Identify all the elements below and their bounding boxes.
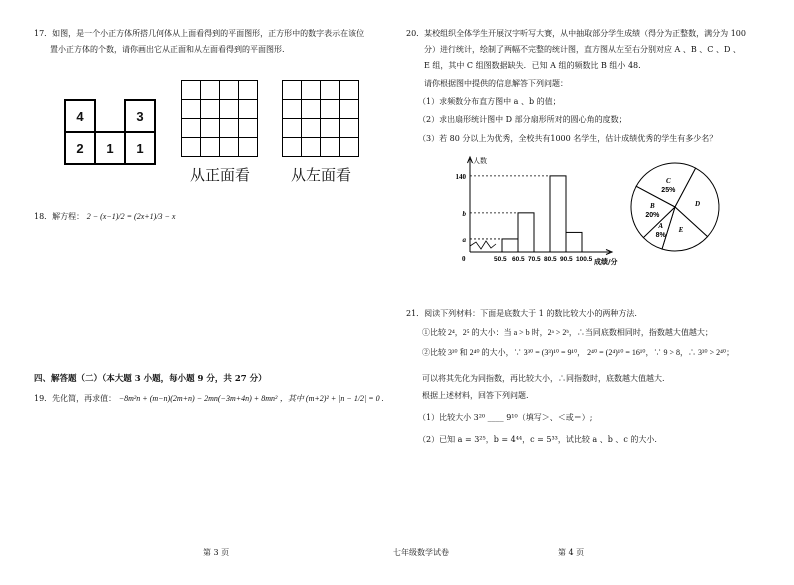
pie-slice-label: A [658,222,664,231]
grid-cell[interactable] [239,119,258,138]
q21-note: 可以将其先化为同指数，再比较大小，∴同指数时，底数越大值越大. [422,374,665,383]
grid-cell[interactable] [201,100,220,119]
grid-cell[interactable] [340,100,359,119]
grid-cell[interactable] [220,100,239,119]
grid-cell[interactable] [340,138,359,157]
histogram-chart [444,155,634,273]
q21-item-2: （2）已知 a = 3²⁵，b = 4⁴⁴，c = 5³³，试比较 a 、b 、c 的大小. [418,435,657,444]
q19-label: 19．先化简，再求值： [34,394,117,403]
q21-method1: ①比较 2⁴，2⁵ 的大小：当 a > b 时，2ᵃ > 2ᵇ，∴当同底数相同时，指数越大值越大； [422,328,713,337]
grid-cell[interactable] [220,138,239,157]
q20-item-1: （1）求频数分布直方图中 a 、b 的值； [418,97,561,106]
q17-text-line2: 置小正方体的个数，请你画出它从正面和从左面看得到的平面图形. [50,45,285,54]
top-view-figure [64,99,156,165]
x-tick-label: 90.5 [560,256,573,263]
x-axis-label: 成绩/分 [594,258,618,266]
grid-cell[interactable] [340,119,359,138]
y-tick-label: b [462,209,466,218]
y-axis-label: 人数 [473,157,487,165]
grid-cell[interactable] [321,100,340,119]
grid-cell[interactable] [201,81,220,100]
pie-percent-label: 25% [661,187,676,195]
front-view-grid[interactable] [181,80,258,157]
view-cell: 2 [65,132,95,164]
view-cell: 1 [125,132,155,164]
grid-cell[interactable] [182,81,201,100]
grid-cell[interactable] [182,138,201,157]
pie-slice-label: D [695,200,701,209]
grid-cell[interactable] [182,100,201,119]
pie-slice-label: B [650,202,655,211]
histogram-bar [518,213,534,252]
pie-percent-label: 20% [645,212,660,220]
grid-cell[interactable] [302,100,321,119]
pie-slice-label: C [665,177,671,186]
pie-percent-label: 8% [655,232,666,240]
grid-cell[interactable] [283,138,302,157]
histogram-bar [502,239,518,252]
pie-slice-label: E [678,226,684,235]
grid-cell[interactable] [220,119,239,138]
view-cell: 3 [125,100,155,132]
page-number-right: 第 4 页 [558,548,585,557]
axis-break-zigzag [470,241,496,249]
footer-exam-title: 七年级数学试卷 [393,548,449,557]
q20-item-2: （2）求出扇形统计图中 D 部分扇形所对的圆心角的度数； [418,115,627,124]
pie-chart [628,160,722,254]
grid-cell[interactable] [201,138,220,157]
view-cell-empty [95,100,125,132]
q21-method2: ②比较 3³⁰ 和 2⁴⁰ 的大小，∵ 3³⁰ = (3³)¹⁰ = 9¹⁰， 2⁴⁰ = (2⁴)¹⁰ = 16¹⁰，∵ 9 > 8，∴ 3³⁰ > 2⁴⁰； [422,348,735,357]
grid-cell[interactable] [302,138,321,157]
q18-label: 18．解方程： [34,212,85,221]
q20-text-line2: 分）进行统计，绘制了两幅不完整的统计图，直方图从左至右分别对应 A 、B 、C 、D 、 [424,45,741,54]
origin-label: 0 [462,255,466,263]
grid-cell[interactable] [321,81,340,100]
page-number-left: 第 3 页 [203,548,230,557]
q19-condition: ，其中 (m+2)² + |n − 1/2| = 0 . [279,394,384,403]
q20-text-line3: E 组，其中 C 组图数据缺失．已知 A 组的频数比 B 组小 48. [424,61,641,70]
grid-cell[interactable] [220,81,239,100]
view-cell: 4 [65,100,95,132]
grid-cell[interactable] [239,138,258,157]
section4-title: 四、解答题（二）（本大题 3 小题，每小题 9 分，共 27 分） [34,374,267,384]
q18-text [34,211,175,223]
grid-cell[interactable] [283,119,302,138]
q19-expression: −8m²n + (m−n)(2m+n) − 2mn(−3m+4n) + 8mn² [118,394,278,403]
caption-front-view: 从正面看 [190,166,251,184]
grid-cell[interactable] [302,81,321,100]
grid-cell[interactable] [302,119,321,138]
x-tick-label: 50.5 [494,256,507,263]
x-tick-label: 60.5 [512,256,525,263]
histogram-bar [550,176,566,252]
left-view-grid[interactable] [282,80,359,157]
x-tick-label: 80.5 [544,256,557,263]
q20-item-3: （3）若 80 分以上为优秀，全校共有1000 名学生，估计成绩优秀的学生有多少名？ [418,134,718,143]
grid-cell[interactable] [283,81,302,100]
q21-item-1: （1）比较大小 3²⁰ ____ 9¹⁰（填写＞、＜或＝）; [418,413,593,422]
caption-left-view: 从左面看 [291,166,352,184]
grid-cell[interactable] [201,119,220,138]
grid-cell[interactable] [340,81,359,100]
x-tick-label: 70.5 [528,256,541,263]
q21-text-line1: 21．阅读下列材料：下面是底数大于 1 的数比较大小的两种方法. [406,309,637,318]
q18-equation: 2 − (x−1)/2 = (2x+1)/3 − x [86,212,176,221]
y-tick-label: 140 [455,172,466,181]
q21-prompt: 根据上述材料，回答下列问题. [422,391,529,400]
q19-text [34,393,384,405]
grid-cell[interactable] [321,138,340,157]
grid-cell[interactable] [239,81,258,100]
x-tick-label: 100.5 [576,256,593,263]
view-cell: 1 [95,132,125,164]
histogram-bar [566,232,582,252]
grid-cell[interactable] [182,119,201,138]
grid-cell[interactable] [321,119,340,138]
grid-cell[interactable] [239,100,258,119]
q20-prompt: 请你根据图中提供的信息解答下列问题： [424,79,568,88]
grid-cell[interactable] [283,100,302,119]
y-tick-label: a [462,235,466,244]
q20-text-line1: 20．某校组织全体学生开展汉字听写大赛，从中抽取部分学生成绩（得分为正整数，满分为 100 [406,29,746,38]
q17-text-line1: 17．如图，是一个小正方体所搭几何体从上面看得到的平面图形，正方形中的数字表示在该位 [34,29,365,38]
